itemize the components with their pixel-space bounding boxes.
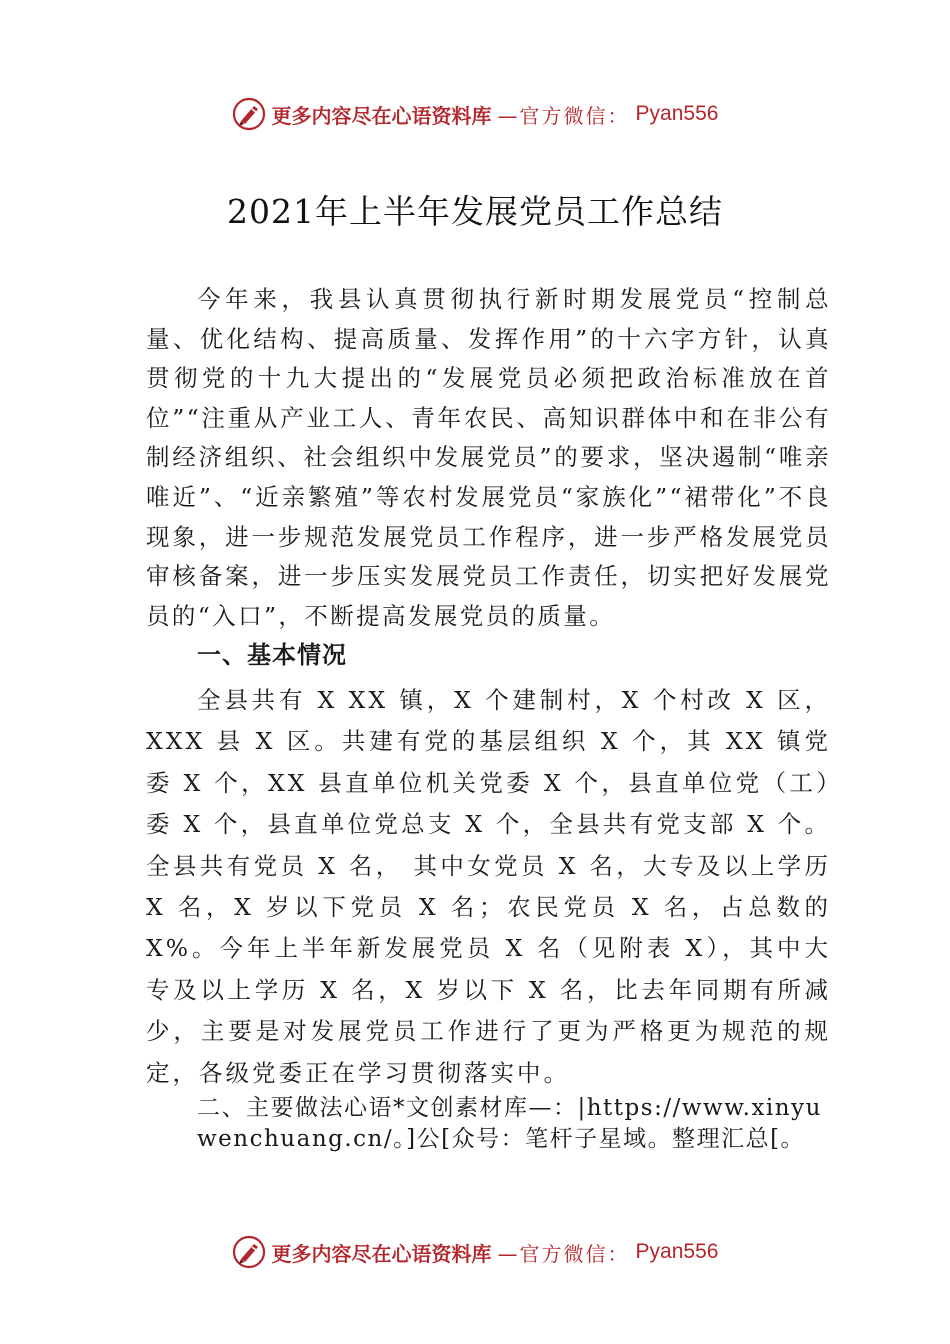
pen-logo-icon <box>232 1235 266 1269</box>
watermark-wechat-label: —官方微信： <box>497 1241 630 1266</box>
watermark-wechat-id: Pyan556 <box>635 102 719 125</box>
watermark-brand: 更多内容尽在心语资料库 <box>271 1241 492 1266</box>
watermark-wechat-label: —官方微信： <box>497 103 630 128</box>
section-heading-basic: 一、基本情况 <box>197 641 347 669</box>
pen-logo-icon <box>232 97 266 131</box>
watermark-footer <box>0 1232 950 1272</box>
document-title: 2021年上半年发展党员工作总结 <box>227 192 723 231</box>
watermark-header <box>0 94 950 134</box>
paragraph-main-practices: 二、主要做法心语*文创素材库—：|https://www.xinyuwenchuang.cn/。]公[众号：笔杆子星域。整理汇总[。 <box>197 1095 822 1152</box>
watermark-wechat-id: Pyan556 <box>635 1240 719 1263</box>
paragraph-basic-situation: 全县共有 X XX 镇，X 个建制村，X 个村改 X 区，XXX 县 X 区。共建有党的基层组织 X 个，其 XX 镇党委 X 个，XX 县直单位机关党委 X 个，县直单位党（工）委 X 个，县直单位党总支 X 个，全县共有党支部 X 个。全县共有党员 X 名， 其中女党员 X 名，大专及以上学历 X 名，X 岁以下党员 X 名；农民党员 X 名，占总数的 X%。今年上半年新发展党员 X 名（见附表 X），其中大专及以上学历 X 名，X 岁以下 X 名，比去年同期有所减少，主要是对发展党员工作进行了更为严格更为规范的规定，各级党委正在学习贯彻落实中。 <box>146 686 831 1087</box>
watermark-brand: 更多内容尽在心语资料库 <box>271 103 492 128</box>
paragraph-intro: 今年来，我县认真贯彻执行新时期发展党员“控制总量、优化结构、提高质量、发挥作用”的十六字方针，认真贯彻党的十九大提出的“发展党员必须把政治标准放在首位”“注重从产业工人、青年农民、高知识群体中和在非公有制经济组织、社会组织中发展党员”的要求，坚决遏制“唯亲唯近”、“近亲繁殖”等农村发展党员“家族化”“裙带化”不良现象，进一步规范发展党员工作程序，进一步严格发展党员审核备案，进一步压实发展党员工作责任，切实把好发展党员的“入口”，不断提高发展党员的质量。 <box>146 285 831 630</box>
